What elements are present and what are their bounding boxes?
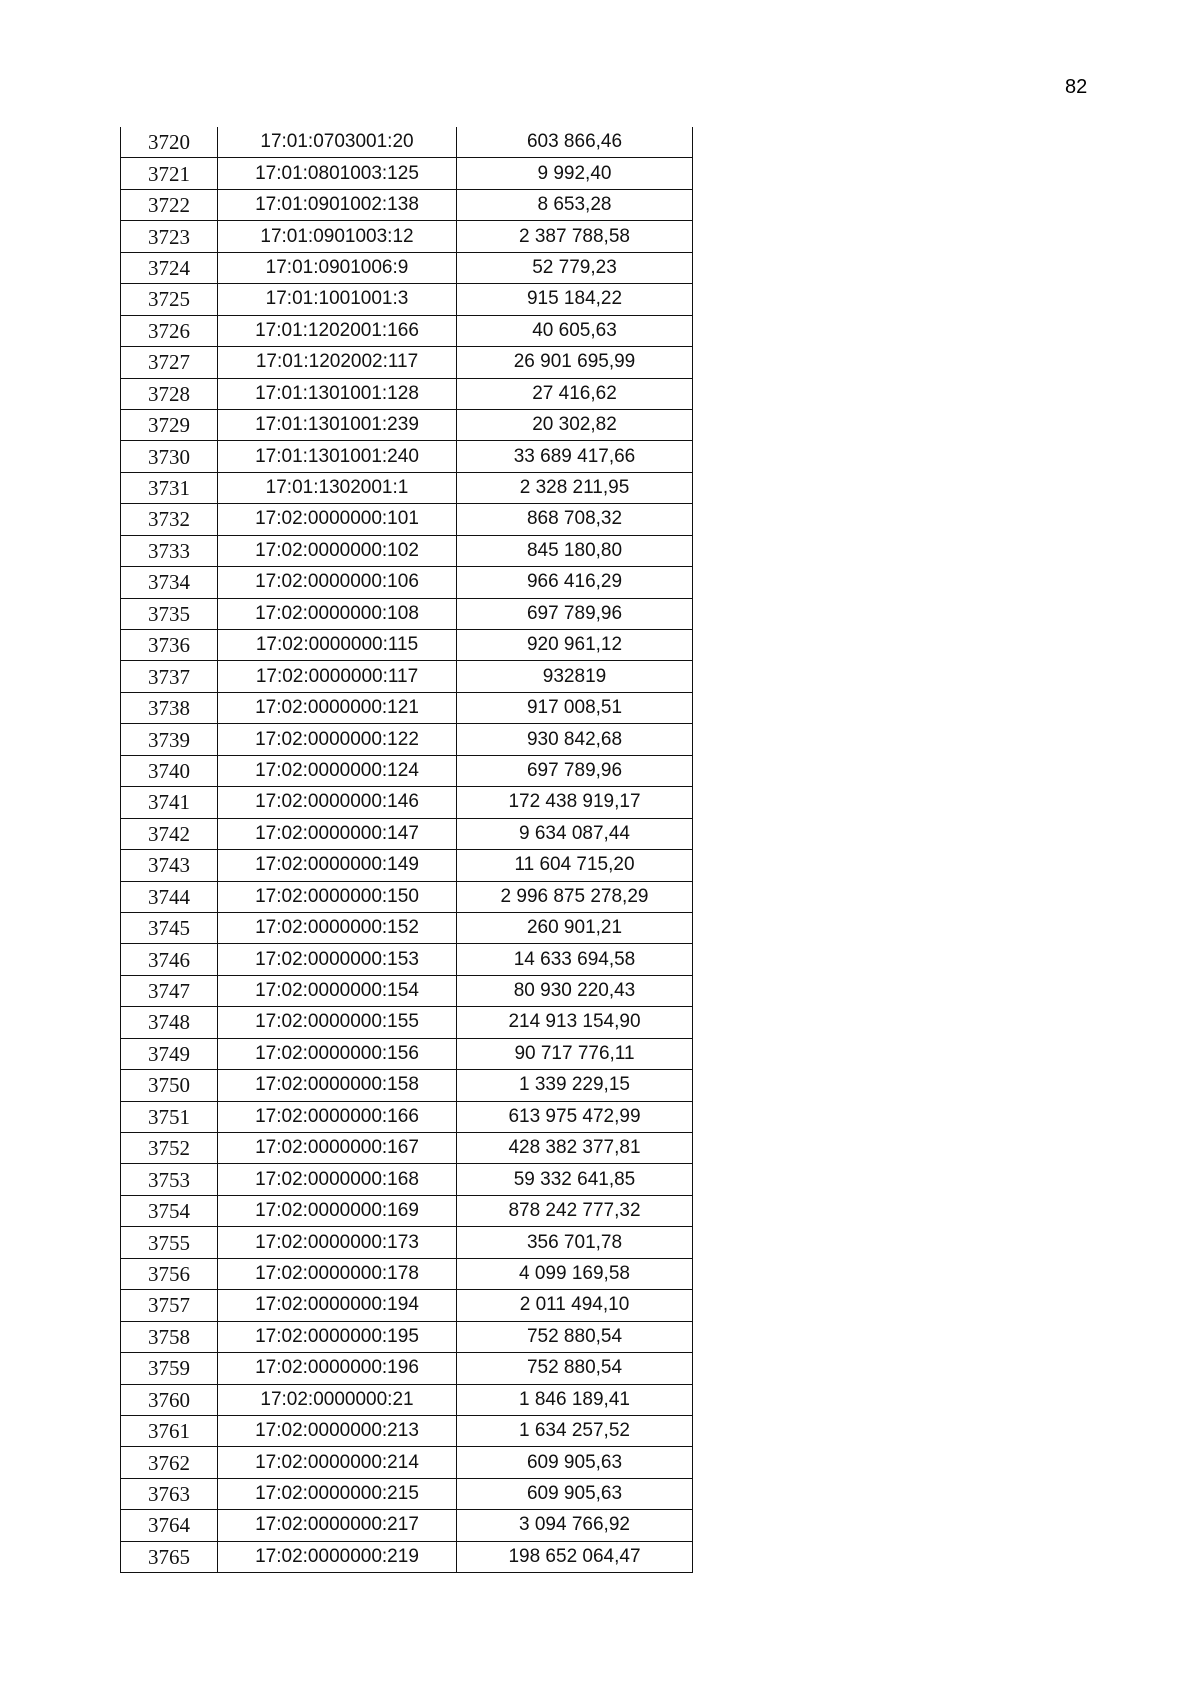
cadastral-value-cell: 930 842,68: [457, 724, 693, 755]
table-row: [121, 630, 693, 661]
cadastral-value-cell: 27 416,62: [457, 378, 693, 409]
table-row: [121, 1227, 693, 1258]
cadastral-number-cell: 17:02:0000000:169: [218, 1195, 457, 1226]
row-number-cell: 3756: [121, 1258, 218, 1289]
cadastral-value-cell: 2 996 875 278,29: [457, 881, 693, 912]
cadastral-number-cell: 17:01:0901003:12: [218, 221, 457, 252]
cadastral-value-cell: 2 387 788,58: [457, 221, 693, 252]
cadastral-value-cell: 9 992,40: [457, 158, 693, 189]
row-number-cell: 3726: [121, 315, 218, 346]
cadastral-value-cell: 59 332 641,85: [457, 1164, 693, 1195]
cadastral-number-cell: 17:02:0000000:213: [218, 1415, 457, 1446]
cadastral-value-cell: 915 184,22: [457, 284, 693, 315]
row-number-cell: 3746: [121, 944, 218, 975]
table-row: [121, 881, 693, 912]
cadastral-number-cell: 17:02:0000000:167: [218, 1133, 457, 1164]
table-row: [121, 1447, 693, 1478]
row-number-cell: 3742: [121, 818, 218, 849]
table-row: [121, 1415, 693, 1446]
cadastral-value-cell: 966 416,29: [457, 567, 693, 598]
row-number-cell: 3753: [121, 1164, 218, 1195]
table-row: [121, 315, 693, 346]
row-number-cell: 3724: [121, 252, 218, 283]
cadastral-number-cell: 17:02:0000000:102: [218, 535, 457, 566]
row-number-cell: 3738: [121, 692, 218, 723]
cadastral-number-cell: 17:02:0000000:195: [218, 1321, 457, 1352]
row-number-cell: 3741: [121, 787, 218, 818]
row-number-cell: 3720: [121, 127, 218, 158]
table-row: [121, 755, 693, 786]
cadastral-value-cell: 9 634 087,44: [457, 818, 693, 849]
row-number-cell: 3731: [121, 472, 218, 503]
row-number-cell: 3751: [121, 1101, 218, 1132]
page-number: 82: [1065, 76, 1088, 98]
cadastral-number-cell: 17:02:0000000:156: [218, 1038, 457, 1069]
cadastral-value-cell: 80 930 220,43: [457, 975, 693, 1006]
row-number-cell: 3730: [121, 441, 218, 472]
table-row: [121, 1258, 693, 1289]
cadastral-number-cell: 17:02:0000000:166: [218, 1101, 457, 1132]
cadastral-number-cell: 17:01:1302001:1: [218, 472, 457, 503]
cadastral-number-cell: 17:02:0000000:158: [218, 1070, 457, 1101]
cadastral-number-cell: 17:02:0000000:219: [218, 1541, 457, 1572]
table-row: [121, 472, 693, 503]
table-row: [121, 850, 693, 881]
cadastral-number-cell: 17:02:0000000:168: [218, 1164, 457, 1195]
row-number-cell: 3761: [121, 1415, 218, 1446]
table-row: [121, 535, 693, 566]
row-number-cell: 3722: [121, 189, 218, 220]
row-number-cell: 3754: [121, 1195, 218, 1226]
row-number-cell: 3747: [121, 975, 218, 1006]
cadastral-value-cell: 90 717 776,11: [457, 1038, 693, 1069]
cadastral-value-cell: 613 975 472,99: [457, 1101, 693, 1132]
cadastral-number-cell: 17:02:0000000:108: [218, 598, 457, 629]
table-row: [121, 944, 693, 975]
cadastral-number-cell: 17:01:1301001:128: [218, 378, 457, 409]
row-number-cell: 3758: [121, 1321, 218, 1352]
cadastral-number-cell: 17:02:0000000:121: [218, 692, 457, 723]
row-number-cell: 3734: [121, 567, 218, 598]
cadastral-value-cell: 697 789,96: [457, 755, 693, 786]
cadastral-value-cell: 3 094 766,92: [457, 1510, 693, 1541]
row-number-cell: 3749: [121, 1038, 218, 1069]
row-number-cell: 3728: [121, 378, 218, 409]
cadastral-value-cell: 40 605,63: [457, 315, 693, 346]
cadastral-number-cell: 17:02:0000000:194: [218, 1290, 457, 1321]
table-row: [121, 975, 693, 1006]
table-row: [121, 378, 693, 409]
row-number-cell: 3739: [121, 724, 218, 755]
table-row: [121, 1321, 693, 1352]
table-row: [121, 598, 693, 629]
table-row: [121, 409, 693, 440]
table-row: [121, 661, 693, 692]
row-number-cell: 3765: [121, 1541, 218, 1572]
cadastral-number-cell: 17:01:1202001:166: [218, 315, 457, 346]
cadastral-number-cell: 17:02:0000000:217: [218, 1510, 457, 1541]
table-row: [121, 1007, 693, 1038]
cadastral-number-cell: 17:01:0901006:9: [218, 252, 457, 283]
cadastral-number-cell: 17:02:0000000:122: [218, 724, 457, 755]
cadastral-value-cell: 932819: [457, 661, 693, 692]
cadastral-value-cell: 2 328 211,95: [457, 472, 693, 503]
row-number-cell: 3735: [121, 598, 218, 629]
cadastral-value-cell: 917 008,51: [457, 692, 693, 723]
row-number-cell: 3729: [121, 409, 218, 440]
cadastral-value-cell: 8 653,28: [457, 189, 693, 220]
cadastral-value-cell: 356 701,78: [457, 1227, 693, 1258]
cadastral-value-cell: 752 880,54: [457, 1321, 693, 1352]
table-row: [121, 912, 693, 943]
row-number-cell: 3744: [121, 881, 218, 912]
cadastral-number-cell: 17:01:1202002:117: [218, 347, 457, 378]
cadastral-value-cell: 20 302,82: [457, 409, 693, 440]
cadastral-value-cell: 752 880,54: [457, 1353, 693, 1384]
table-row: [121, 1478, 693, 1509]
cadastral-value-cell: 2 011 494,10: [457, 1290, 693, 1321]
table-row: [121, 252, 693, 283]
table-row: [121, 787, 693, 818]
row-number-cell: 3733: [121, 535, 218, 566]
cadastral-number-cell: 17:02:0000000:196: [218, 1353, 457, 1384]
cadastral-value-cell: 1 846 189,41: [457, 1384, 693, 1415]
table-row: [121, 221, 693, 252]
table-row: [121, 1510, 693, 1541]
table-row: [121, 504, 693, 535]
cadastral-value-cell: 14 633 694,58: [457, 944, 693, 975]
table-row: [121, 1038, 693, 1069]
table-row: [121, 1353, 693, 1384]
cadastral-number-cell: 17:02:0000000:106: [218, 567, 457, 598]
cadastral-number-cell: 17:01:0703001:20: [218, 127, 457, 158]
cadastral-value-cell: 26 901 695,99: [457, 347, 693, 378]
row-number-cell: 3727: [121, 347, 218, 378]
cadastral-number-cell: 17:02:0000000:178: [218, 1258, 457, 1289]
cadastral-number-cell: 17:02:0000000:115: [218, 630, 457, 661]
cadastral-number-cell: 17:02:0000000:117: [218, 661, 457, 692]
row-number-cell: 3725: [121, 284, 218, 315]
row-number-cell: 3732: [121, 504, 218, 535]
cadastral-value-cell: 33 689 417,66: [457, 441, 693, 472]
cadastral-value-cell: 920 961,12: [457, 630, 693, 661]
table-row: [121, 1541, 693, 1572]
row-number-cell: 3745: [121, 912, 218, 943]
row-number-cell: 3764: [121, 1510, 218, 1541]
cadastral-number-cell: 17:02:0000000:146: [218, 787, 457, 818]
cadastral-value-cell: 260 901,21: [457, 912, 693, 943]
table-row: [121, 441, 693, 472]
table-row: [121, 567, 693, 598]
cadastral-number-cell: 17:01:0801003:125: [218, 158, 457, 189]
cadastral-number-cell: 17:02:0000000:149: [218, 850, 457, 881]
cadastral-value-cell: 1 339 229,15: [457, 1070, 693, 1101]
cadastral-value-table: [120, 127, 693, 1573]
table-row: [121, 347, 693, 378]
table-row: [121, 1070, 693, 1101]
table-row: [121, 127, 693, 158]
table-row: [121, 1101, 693, 1132]
row-number-cell: 3736: [121, 630, 218, 661]
cadastral-number-cell: 17:02:0000000:154: [218, 975, 457, 1006]
cadastral-value-cell: 697 789,96: [457, 598, 693, 629]
cadastral-value-cell: 845 180,80: [457, 535, 693, 566]
cadastral-value-cell: 172 438 919,17: [457, 787, 693, 818]
cadastral-number-cell: 17:01:1001001:3: [218, 284, 457, 315]
table-row: [121, 692, 693, 723]
cadastral-number-cell: 17:02:0000000:152: [218, 912, 457, 943]
row-number-cell: 3743: [121, 850, 218, 881]
cadastral-value-cell: 603 866,46: [457, 127, 693, 158]
row-number-cell: 3760: [121, 1384, 218, 1415]
row-number-cell: 3737: [121, 661, 218, 692]
table-row: [121, 1133, 693, 1164]
table-row: [121, 158, 693, 189]
table-body: [121, 127, 693, 1573]
row-number-cell: 3740: [121, 755, 218, 786]
cadastral-number-cell: 17:02:0000000:153: [218, 944, 457, 975]
table-row: [121, 818, 693, 849]
cadastral-value-cell: 4 099 169,58: [457, 1258, 693, 1289]
row-number-cell: 3759: [121, 1353, 218, 1384]
cadastral-number-cell: 17:02:0000000:173: [218, 1227, 457, 1258]
cadastral-value-cell: 868 708,32: [457, 504, 693, 535]
cadastral-number-cell: 17:02:0000000:214: [218, 1447, 457, 1478]
row-number-cell: 3757: [121, 1290, 218, 1321]
table-row: [121, 189, 693, 220]
row-number-cell: 3752: [121, 1133, 218, 1164]
cadastral-value-cell: 11 604 715,20: [457, 850, 693, 881]
row-number-cell: 3723: [121, 221, 218, 252]
table-row: [121, 1290, 693, 1321]
cadastral-number-cell: 17:01:1301001:239: [218, 409, 457, 440]
table-row: [121, 724, 693, 755]
cadastral-value-cell: 52 779,23: [457, 252, 693, 283]
cadastral-value-cell: 198 652 064,47: [457, 1541, 693, 1572]
row-number-cell: 3755: [121, 1227, 218, 1258]
cadastral-number-cell: 17:02:0000000:155: [218, 1007, 457, 1038]
cadastral-value-cell: 428 382 377,81: [457, 1133, 693, 1164]
cadastral-value-cell: 609 905,63: [457, 1478, 693, 1509]
cadastral-number-cell: 17:02:0000000:147: [218, 818, 457, 849]
cadastral-value-cell: 878 242 777,32: [457, 1195, 693, 1226]
row-number-cell: 3762: [121, 1447, 218, 1478]
row-number-cell: 3763: [121, 1478, 218, 1509]
cadastral-value-cell: 214 913 154,90: [457, 1007, 693, 1038]
cadastral-value-cell: 1 634 257,52: [457, 1415, 693, 1446]
cadastral-number-cell: 17:02:0000000:21: [218, 1384, 457, 1415]
row-number-cell: 3721: [121, 158, 218, 189]
table-row: [121, 1384, 693, 1415]
cadastral-number-cell: 17:02:0000000:124: [218, 755, 457, 786]
table-row: [121, 1195, 693, 1226]
row-number-cell: 3750: [121, 1070, 218, 1101]
cadastral-number-cell: 17:02:0000000:215: [218, 1478, 457, 1509]
cadastral-value-cell: 609 905,63: [457, 1447, 693, 1478]
row-number-cell: 3748: [121, 1007, 218, 1038]
cadastral-number-cell: 17:02:0000000:101: [218, 504, 457, 535]
cadastral-number-cell: 17:02:0000000:150: [218, 881, 457, 912]
table-row: [121, 284, 693, 315]
cadastral-number-cell: 17:01:0901002:138: [218, 189, 457, 220]
table-row: [121, 1164, 693, 1195]
cadastral-number-cell: 17:01:1301001:240: [218, 441, 457, 472]
